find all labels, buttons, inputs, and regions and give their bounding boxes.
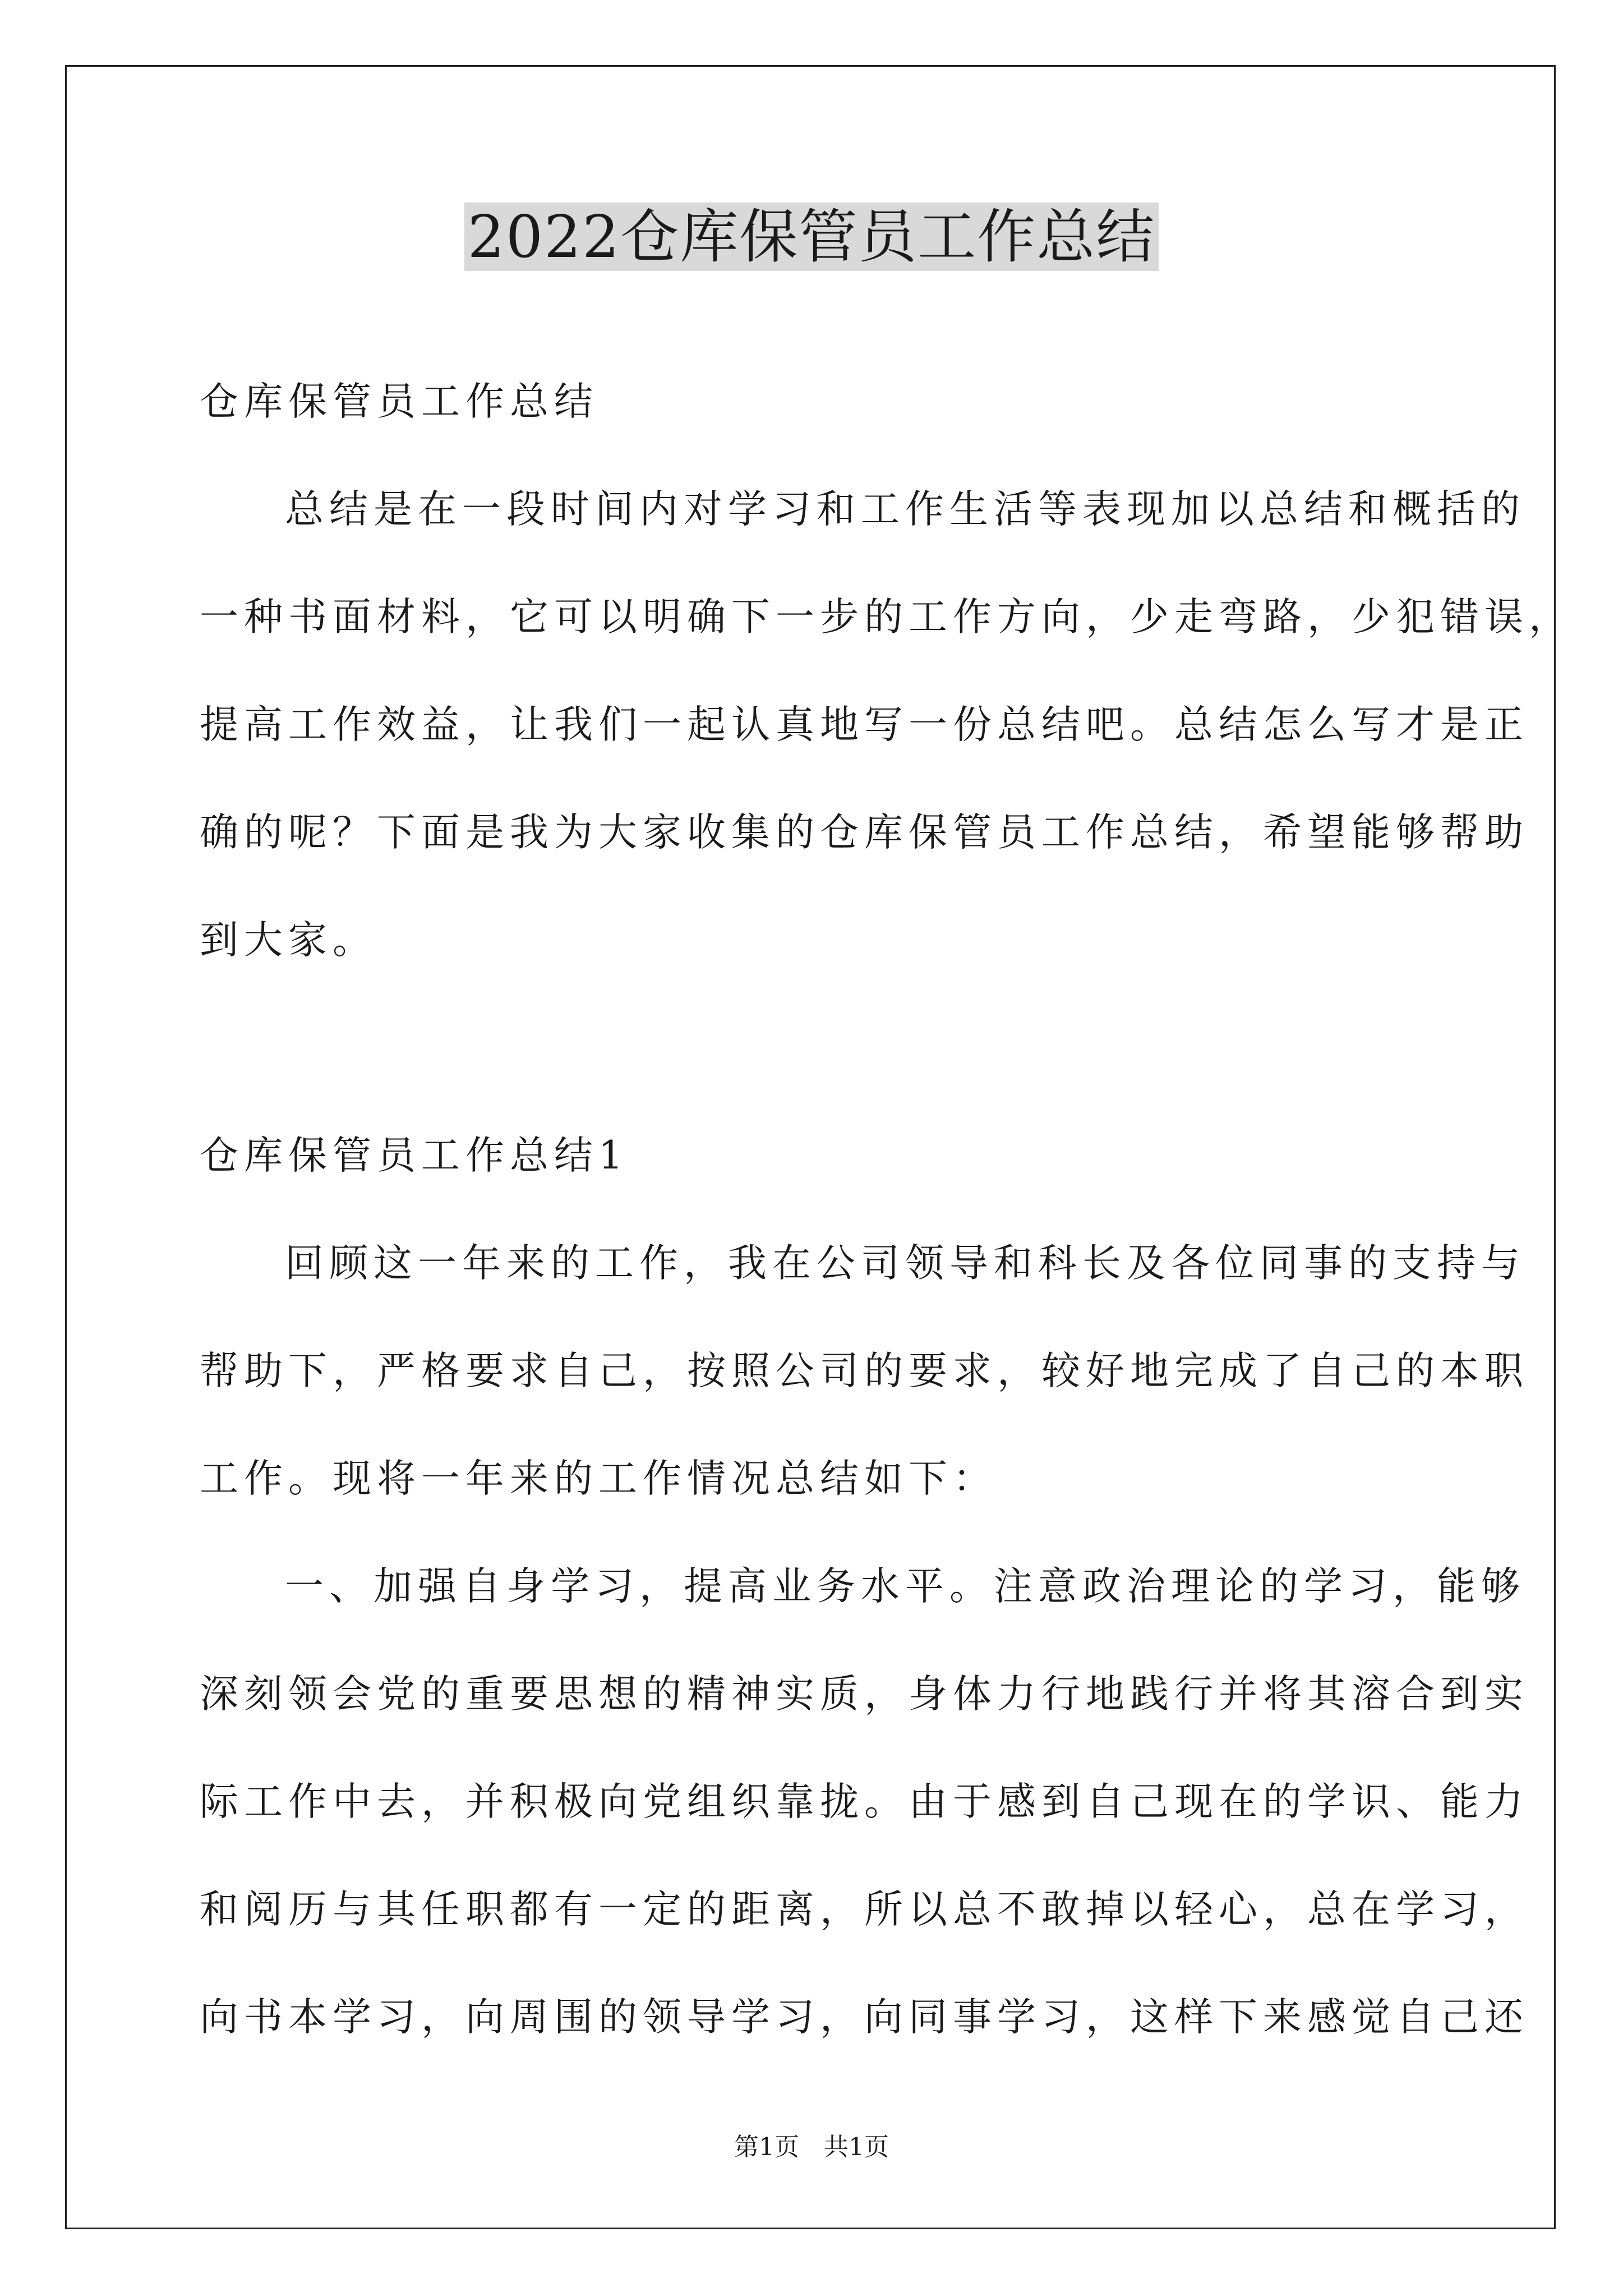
body-line: 提高工作效益，让我们一起认真地写一份总结吧。总结怎么写才是正 — [200, 702, 1529, 747]
page-footer: 第1页 共1页 — [734, 2133, 889, 2161]
document-title — [0, 197, 1623, 276]
section-heading: 仓库保管员工作总结 — [200, 379, 598, 424]
section-heading: 仓库保管员工作总结1 — [200, 1133, 629, 1178]
body-line: 确的呢？下面是我为大家收集的仓库保管员工作总结，希望能够帮助 — [200, 810, 1529, 855]
body-line: 一、加强自身学习，提高业务水平。注意政治理论的学习，能够 — [285, 1564, 1525, 1609]
body-line: 一种书面材料，它可以明确下一步的工作方向，少走弯路，少犯错误， — [200, 595, 1573, 639]
body-line: 际工作中去，并积极向党组织靠拢。由于感到自己现在的学识、能力 — [200, 1779, 1529, 1824]
document-title-text: 2022仓库保管员工作总结 — [464, 203, 1159, 271]
body-line: 向书本学习，向周围的领导学习，向同事学习，这样下来感觉自己还 — [200, 1995, 1529, 2040]
body-line: 工作。现将一年来的工作情况总结如下： — [200, 1456, 997, 1501]
body-line: 深刻领会党的重要思想的精神实质，身体力行地践行并将其溶合到实 — [200, 1672, 1529, 1717]
body-line: 回顾这一年来的工作，我在公司领导和科长及各位同事的支持与 — [285, 1241, 1525, 1286]
paragraph-gap — [200, 994, 1428, 1102]
body-line: 到大家。 — [200, 918, 377, 963]
body-line: 和阅历与其任职都有一定的距离，所以总不敢掉以轻心，总在学习， — [200, 1887, 1529, 1932]
document-body — [200, 348, 1573, 2071]
body-line: 帮助下，严格要求自己，按照公司的要求，较好地完成了自己的本职 — [200, 1349, 1529, 1393]
body-line: 总结是在一段时间内对学习和工作生活等表现加以总结和概括的 — [285, 487, 1525, 532]
